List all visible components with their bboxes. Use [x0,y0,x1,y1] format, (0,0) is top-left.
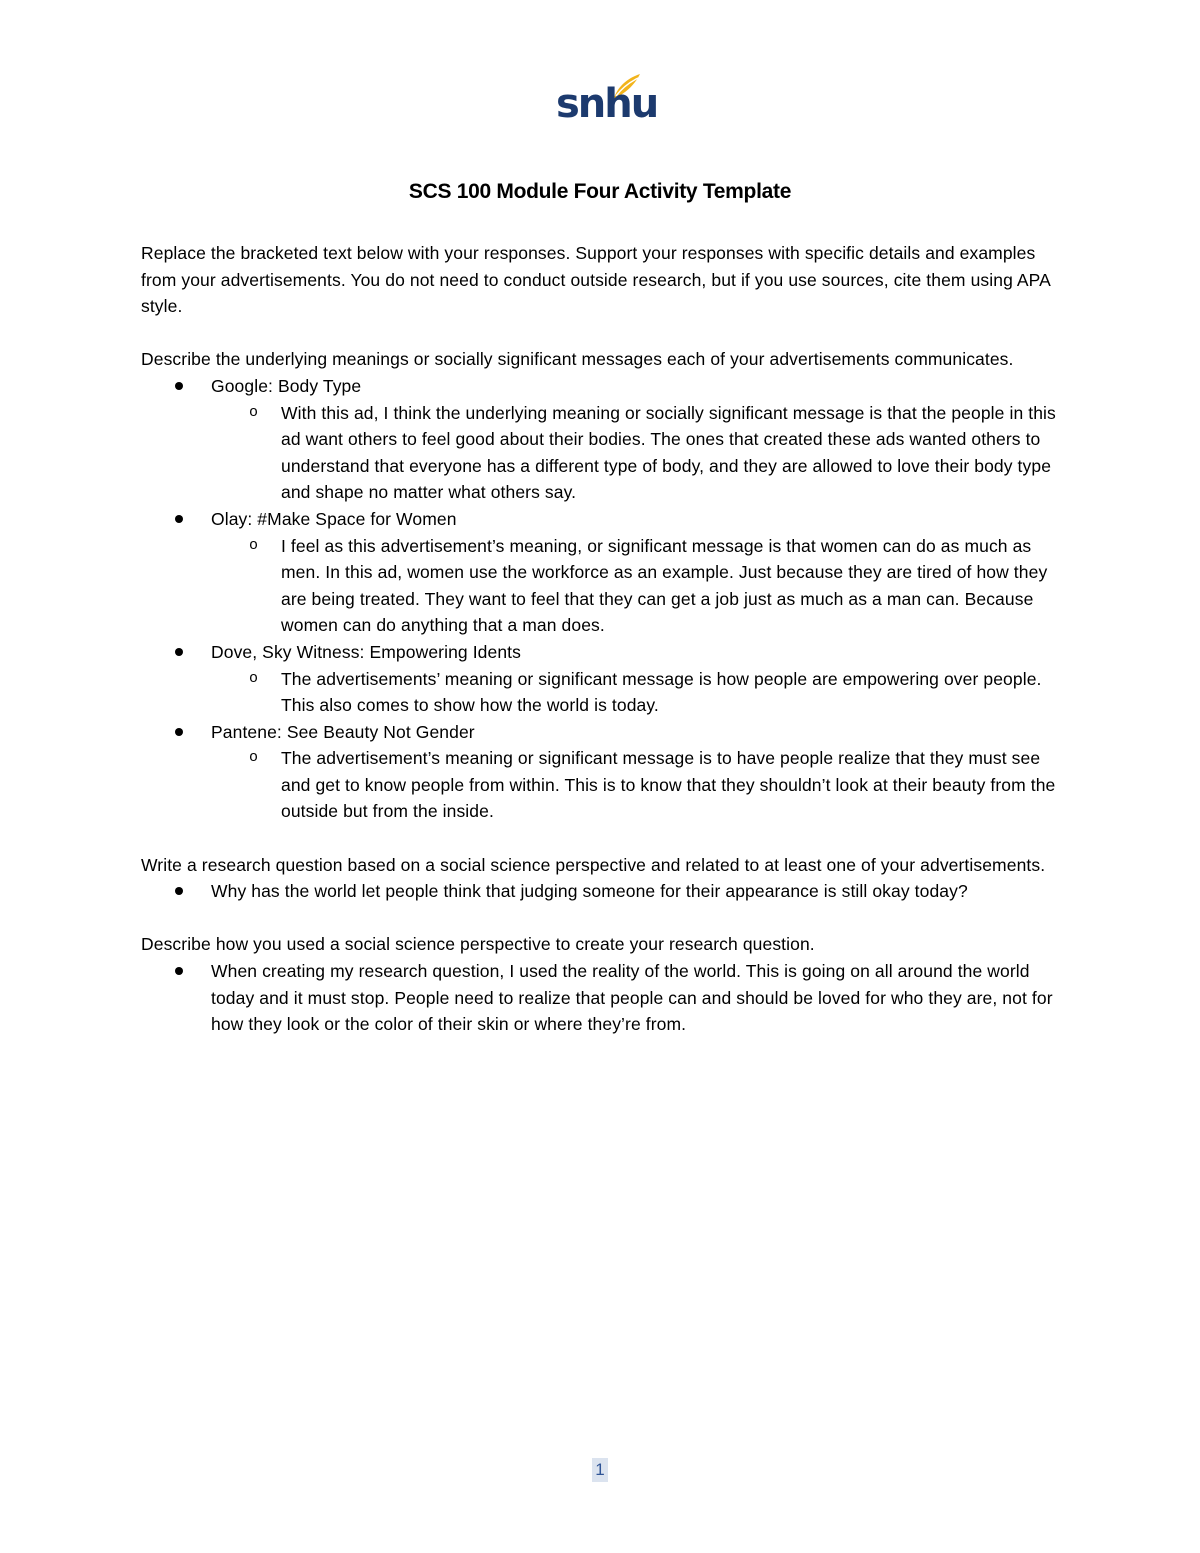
sub-bullet-icon: o [249,403,259,421]
sub-bullet-icon: o [249,669,259,687]
sub-list-item [211,666,1071,719]
sub-item-text: I feel as this advertisement’s meaning, or significant message is that women can do as much as men. In this ad, women use the workforce as an example. Just because they are tired of how they are being treated. They want to feel that they can get a job just as much as a man can. Because women can do anything that a man does. [281,535,1048,636]
page-title: SCS 100 Module Four Activity Template [408,180,792,203]
list-item [141,506,1071,639]
bullet-label: Olay: #Make Space for Women [211,508,457,529]
sub-bullet-icon: o [249,749,259,767]
document-body [141,240,1071,1038]
sub-list [211,400,1071,506]
bullet-label: Google: Body Type [211,375,362,396]
bullet-text: When creating my research question, I used the reality of the world. This is going on all around the world today and it must stop. People need to realize that people can and should be loved for who they are, not for how they look or the color of their skin or where they’re from. [211,961,1053,1035]
bullet-text: Why has the world let people think that judging someone for their appearance is still okay today? [211,881,968,902]
sub-bullet-icon: o [249,536,259,554]
section1-prompt: Describe the underlying meanings or socially significant messages each of your advertisements communicates. [141,349,1014,370]
sub-item-text: With this ad, I think the underlying meaning or socially significant message is that the people in this ad want others to feel good about their bodies. The ones that created these ads wanted others to understand that everyone has a different type of body, and they are allowed to love their body type and shape no matter what others say. [281,402,1056,503]
sub-list [211,666,1071,719]
list-item [141,373,1071,506]
bullet-icon [175,648,183,656]
list-item [141,719,1071,825]
bullet-icon [175,967,183,975]
list-item [141,639,1071,719]
list-item [141,878,1071,905]
sub-list-item [211,400,1071,506]
list-item [141,958,1071,1038]
sub-list [211,533,1071,639]
section3-list [141,958,1071,1038]
bullet-icon [175,382,183,390]
section2-list [141,878,1071,905]
sub-list-item [211,533,1071,639]
section3-prompt: Describe how you used a social science perspective to create your research question. [141,934,815,955]
bullet-icon [175,515,183,523]
bullet-icon [175,728,183,736]
sub-list-item [211,745,1071,825]
snhu-logo [552,72,658,134]
sub-list [211,745,1071,825]
bullet-label: Pantene: See Beauty Not Gender [211,721,475,742]
intro-paragraph: Replace the bracketed text below with your responses. Support your responses with specific details and examples from your advertisements. You do not need to conduct outside research, but if you use sources, cite them using APA style. [141,243,1050,317]
sub-item-text: The advertisements’ meaning or significant message is how people are empowering over people. This also comes to show how the world is today. [281,668,1042,716]
page-number: 1 [592,1458,608,1482]
bullet-icon [175,887,183,895]
section2-prompt: Write a research question based on a social science perspective and related to at least one of your advertisements. [141,854,1046,875]
section1-list [141,373,1071,825]
bullet-label: Dove, Sky Witness: Empowering Idents [211,641,521,662]
logo-wordmark: snhu [556,81,658,127]
sub-item-text: The advertisement’s meaning or significant message is to have people realize that they must see and get to know people from within. This is to know that they shouldn’t look at their beauty from the outside but from the inside. [281,748,1056,822]
